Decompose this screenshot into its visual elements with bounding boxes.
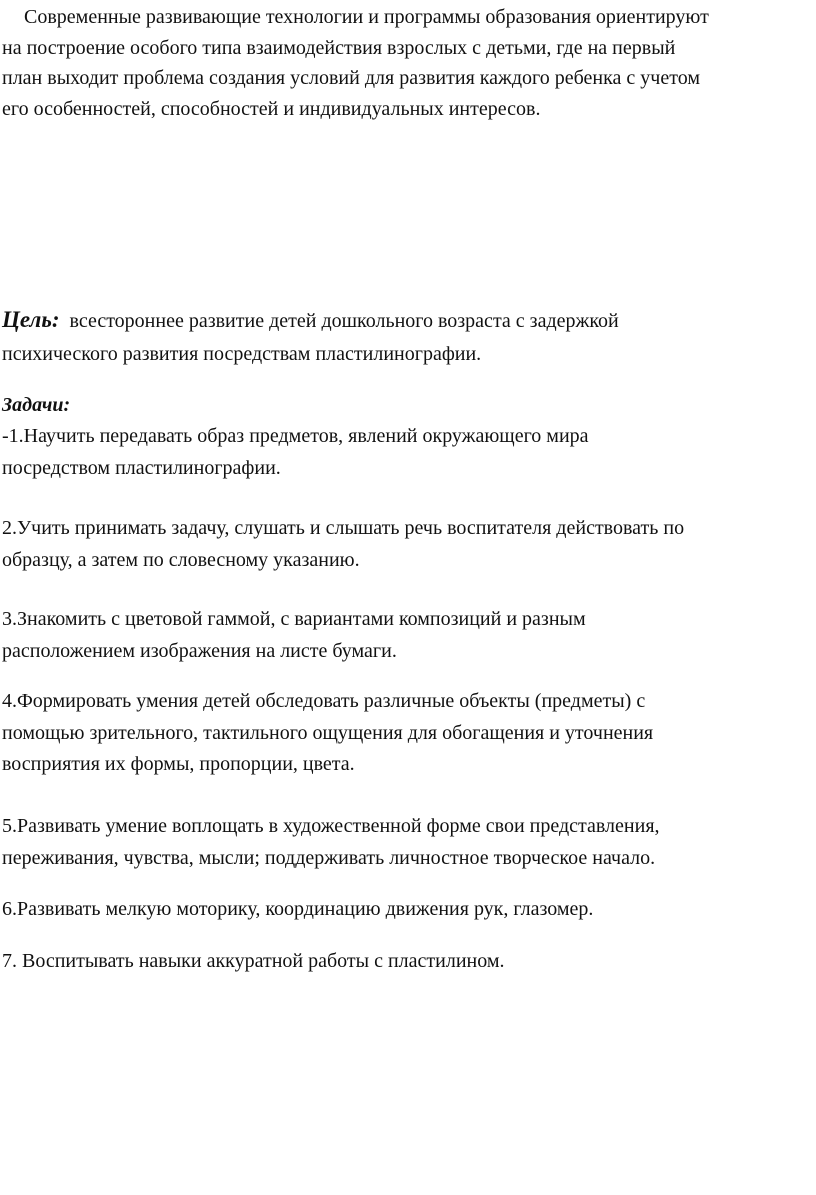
task-item xyxy=(2,894,802,926)
intro-paragraph xyxy=(2,2,814,124)
task-line: 2.Учить принимать задачу, слушать и слышать речь воспитателя действовать по xyxy=(2,517,685,539)
task-line: образцу, а затем по словесному указанию. xyxy=(2,548,360,571)
task-item xyxy=(2,811,802,874)
task-line: посредством пластилинографии. xyxy=(2,456,281,479)
intro-line: план выходит проблема создания условий для развития каждого ребенка с учетом xyxy=(2,67,700,89)
intro-line: Современные развивающие технологии и программы образования ориентируют xyxy=(24,6,709,28)
task-item xyxy=(2,513,802,576)
task-item xyxy=(2,946,802,978)
intro-line: на построение особого типа взаимодействия взрослых с детьми, где на первый xyxy=(2,36,676,59)
intro-line: его особенностей, способностей и индивидуальных интересов. xyxy=(2,97,541,120)
task-item xyxy=(2,686,802,781)
goal-line: всестороннее развитие детей дошкольного возраста с задержкой xyxy=(69,310,619,332)
task-line: -1.Научить передавать образ предметов, явлений окружающего мира xyxy=(2,425,589,447)
task-line: помощью зрительного, тактильного ощущения для обогащения и уточнения xyxy=(2,721,654,744)
goal-label: Цель: xyxy=(2,307,60,332)
task-line: 3.Знакомить с цветовой гаммой, с вариантами композиций и разным xyxy=(2,608,586,630)
task-line: восприятия их формы, пропорции, цвета. xyxy=(2,753,355,775)
goal-paragraph xyxy=(2,303,782,371)
task-line: 4.Формировать умения детей обследовать различные объекты (предметы) с xyxy=(2,690,646,712)
task-item xyxy=(2,421,802,484)
task-line: 7. Воспитывать навыки аккуратной работы с пластилином. xyxy=(2,950,505,972)
task-line: 6.Развивать мелкую моторику, координацию движения рук, глазомер. xyxy=(2,898,594,920)
task-item xyxy=(2,604,802,667)
task-line: расположением изображения на листе бумаги. xyxy=(2,639,397,662)
task-line: 5.Развивать умение воплощать в художественной форме свои представления, xyxy=(2,815,660,837)
tasks-heading: Задачи: xyxy=(2,394,71,416)
goal-line: психического развития посредствам пластилинографии. xyxy=(2,343,482,365)
task-line: переживания, чувства, мысли; поддерживать личностное творческое начало. xyxy=(2,846,656,869)
